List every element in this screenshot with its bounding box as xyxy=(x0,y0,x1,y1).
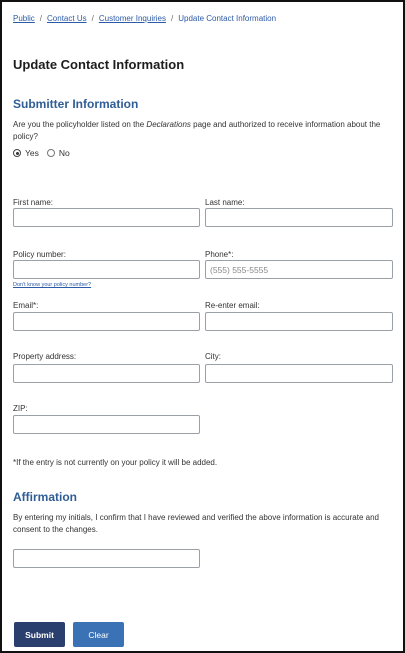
radio-yes-label: Yes xyxy=(25,148,39,158)
policy-number-help-link[interactable]: Don't know your policy number? xyxy=(13,282,92,288)
radio-yes[interactable] xyxy=(13,148,39,158)
phone-label: Phone*: xyxy=(205,250,234,259)
email-field[interactable] xyxy=(13,312,200,331)
policy-number-label: Policy number: xyxy=(13,250,66,259)
breadcrumb-public[interactable]: Public xyxy=(13,14,35,23)
page-title: Update Contact Information xyxy=(13,57,185,72)
breadcrumb-customer-inquiries[interactable]: Customer Inquiries xyxy=(98,14,166,23)
property-address-label: Property address: xyxy=(13,352,77,361)
affirmation-heading: Affirmation xyxy=(13,490,77,504)
breadcrumb-separator: / xyxy=(170,14,174,23)
radio-no-dot[interactable] xyxy=(47,149,55,157)
first-name-field[interactable] xyxy=(13,208,200,227)
email-label: Email*: xyxy=(13,301,39,310)
radio-yes-dot[interactable] xyxy=(13,149,21,157)
clear-button[interactable]: Clear xyxy=(73,622,124,647)
radio-no[interactable] xyxy=(47,148,70,158)
policyholder-radio-group xyxy=(13,148,78,158)
policyholder-question xyxy=(13,119,388,143)
submit-button[interactable]: Submit xyxy=(14,622,65,647)
zip-label: ZIP: xyxy=(13,404,28,413)
last-name-field[interactable] xyxy=(205,208,393,227)
last-name-label: Last name: xyxy=(205,198,245,207)
question-prefix: Are you the policyholder listed on the xyxy=(13,120,147,129)
zip-field[interactable] xyxy=(13,415,200,434)
city-field[interactable] xyxy=(205,364,393,383)
submitter-heading: Submitter Information xyxy=(13,97,139,111)
affirmation-text: By entering my initials, I confirm that I have reviewed and verified the above information is accurate and consent to the changes. xyxy=(13,513,379,534)
question-declarations: Declarations xyxy=(146,120,191,129)
city-label: City: xyxy=(205,352,221,361)
policy-number-field[interactable] xyxy=(13,260,200,279)
property-address-field[interactable] xyxy=(13,364,200,383)
reenter-email-field[interactable] xyxy=(205,312,393,331)
breadcrumb xyxy=(13,14,276,23)
reenter-email-label: Re-enter email: xyxy=(205,301,260,310)
phone-field[interactable] xyxy=(205,260,393,279)
question-suffix: page and authorized to receive information about the policy? xyxy=(13,120,381,141)
entry-note: *If the entry is not currently on your policy it will be added. xyxy=(13,458,218,467)
radio-no-label: No xyxy=(58,148,70,158)
breadcrumb-current: Update Contact Information xyxy=(178,14,277,23)
initials-field[interactable] xyxy=(13,549,200,568)
breadcrumb-separator: / xyxy=(91,14,94,23)
breadcrumb-separator: / xyxy=(39,14,43,23)
breadcrumb-contact-us[interactable]: Contact Us xyxy=(47,14,87,23)
first-name-label: First name: xyxy=(13,198,54,207)
